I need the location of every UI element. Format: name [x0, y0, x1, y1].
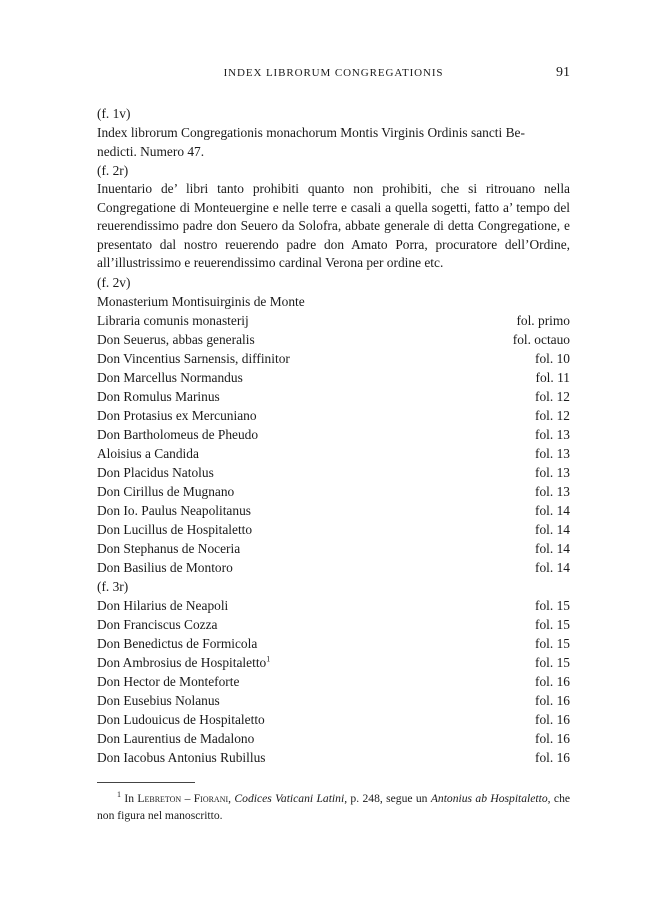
list-item [97, 653, 570, 672]
entry-name: Don Benedictus de Formicola [97, 635, 258, 651]
entry-folio: fol. 15 [535, 654, 570, 670]
entry-folio: fol. 15 [535, 616, 570, 632]
footnote-prefix: In [124, 792, 135, 805]
entry-name: Don Marcellus Normandus [97, 369, 243, 385]
entry-folio: fol. 14 [535, 502, 570, 518]
entry-name: Don Stephanus de Noceria [97, 540, 241, 556]
footnote-name: Antonius ab Hospitaletto [430, 792, 548, 805]
entry-name: Don Franciscus Cozza [97, 616, 218, 632]
entry-folio: fol. 14 [535, 540, 570, 556]
entry-name: Don Hector de Monteforte [97, 673, 240, 689]
footnote-suffix: , che non figura nel manoscritto. [97, 792, 571, 822]
entry-name: Don Protasius ex Mercuniano [97, 407, 257, 423]
entry-name: Don Ambrosius de Hospitaletto [97, 654, 267, 670]
entry-name: Libraria comunis monasterij [97, 312, 249, 328]
entry-name: Don Iacobus Antonius Rubillus [97, 749, 266, 765]
list-item [97, 520, 570, 539]
list-item [97, 368, 570, 387]
entry-folio: fol. 14 [535, 521, 570, 537]
list-item [97, 710, 570, 729]
entry-name: Don Placidus Natolus [97, 464, 214, 480]
list-item [97, 425, 570, 444]
entry-name: Don Laurentius de Madalono [97, 730, 255, 746]
folio-marker: (f. 1v) [97, 106, 131, 121]
entry-folio: fol. 14 [535, 559, 570, 575]
entry-folio: fol. 16 [535, 749, 570, 765]
entry-folio: fol. 10 [535, 350, 570, 366]
entry-name: Don Eusebius Nolanus [97, 692, 220, 708]
entry-folio: fol. 13 [535, 426, 570, 442]
entry-folio: fol. 16 [535, 711, 570, 727]
list-item [97, 406, 570, 425]
main-text [97, 104, 570, 767]
intro-line: Index librorum Congregationis monachorum Montis Virginis Ordinis sancti Be- [97, 125, 525, 140]
footnote-middle: , p. 248, segue un [344, 792, 428, 805]
list-item [97, 615, 570, 634]
list-item [97, 748, 570, 767]
folio-marker: (f. 3r) [97, 578, 129, 594]
entry-folio: fol. 13 [535, 464, 570, 480]
entry-list [97, 311, 570, 577]
intro-line: nedicti. Numero 47. [97, 144, 205, 159]
entry-name: Don Cirillus de Mugnano [97, 483, 235, 499]
list-item [97, 729, 570, 748]
page-number: 91 [556, 65, 570, 80]
footnote [97, 790, 570, 824]
entry-name: Don Hilarius de Neapoli [97, 597, 229, 613]
list-item [97, 691, 570, 710]
list-item [97, 634, 570, 653]
entry-folio: fol. 12 [535, 407, 570, 423]
list-item [97, 482, 570, 501]
entry-name: Don Lucillus de Hospitaletto [97, 521, 253, 537]
entry-name: Don Basilius de Montoro [97, 559, 233, 575]
entry-folio: fol. 11 [535, 369, 570, 385]
list-item [97, 672, 570, 691]
running-header [97, 67, 570, 83]
entry-name: Don Seuerus, abbas generalis [97, 331, 255, 347]
footnote-divider [97, 782, 195, 783]
entry-name: Don Bartholomeus de Pheudo [97, 426, 259, 442]
footnote-author: Lebreton – Fiorani [137, 792, 229, 805]
footnote-comma: , [228, 792, 232, 805]
running-title: INDEX LIBRORUM CONGREGATIONIS [223, 67, 444, 79]
list-item [97, 596, 570, 615]
entry-folio: fol. 16 [535, 730, 570, 746]
footnote-number: 1 [117, 790, 121, 800]
inventory-paragraph: Inuentario de’ libri tanto prohibiti quanto non prohibiti, che si ritrouano nella Congregatione di Monteuergine e nelle terre e casali a quella sogetti, fatto a’ tempo del reuerendissimo padre don Seuero da Solofra, abbate generale di detta Congregatione, e presentato dal nostro reuerendo padre don Amato Porra, procuratore dell’Ordine, all’illustrissimo e reuerendissimo cardinal Verona per ordine etc. [97, 181, 570, 271]
entry-folio: fol. primo [516, 312, 570, 328]
entry-folio: fol. octauo [512, 331, 570, 347]
entry-folio: fol. 12 [535, 388, 570, 404]
footnote-reference[interactable]: 1 [266, 654, 271, 664]
list-item [97, 444, 570, 463]
folio-marker: (f. 2v) [97, 274, 131, 290]
list-item [97, 558, 570, 577]
entry-folio: fol. 16 [535, 673, 570, 689]
entry-list [97, 596, 570, 767]
list-item [97, 311, 570, 330]
list-item [97, 539, 570, 558]
entry-folio: fol. 13 [535, 445, 570, 461]
list-item [97, 463, 570, 482]
list-item [97, 349, 570, 368]
list-item [97, 330, 570, 349]
entry-folio: fol. 16 [535, 692, 570, 708]
entry-folio: fol. 15 [535, 635, 570, 651]
folio-marker: (f. 2r) [97, 163, 129, 178]
list-item [97, 387, 570, 406]
monastery-heading: Monasterium Montisuirginis de Monte [97, 293, 305, 309]
list-item [97, 501, 570, 520]
footnote-work-title: Codices Vaticani Latini [234, 792, 345, 805]
entry-folio: fol. 13 [535, 483, 570, 499]
entry-name: Aloisius a Candida [97, 445, 199, 461]
entry-name: Don Io. Paulus Neapolitanus [97, 502, 251, 518]
entry-name: Don Romulus Marinus [97, 388, 220, 404]
entry-name: Don Ludouicus de Hospitaletto [97, 711, 265, 727]
entry-name: Don Vincentius Sarnensis, diffinitor [97, 350, 290, 366]
entry-folio: fol. 15 [535, 597, 570, 613]
